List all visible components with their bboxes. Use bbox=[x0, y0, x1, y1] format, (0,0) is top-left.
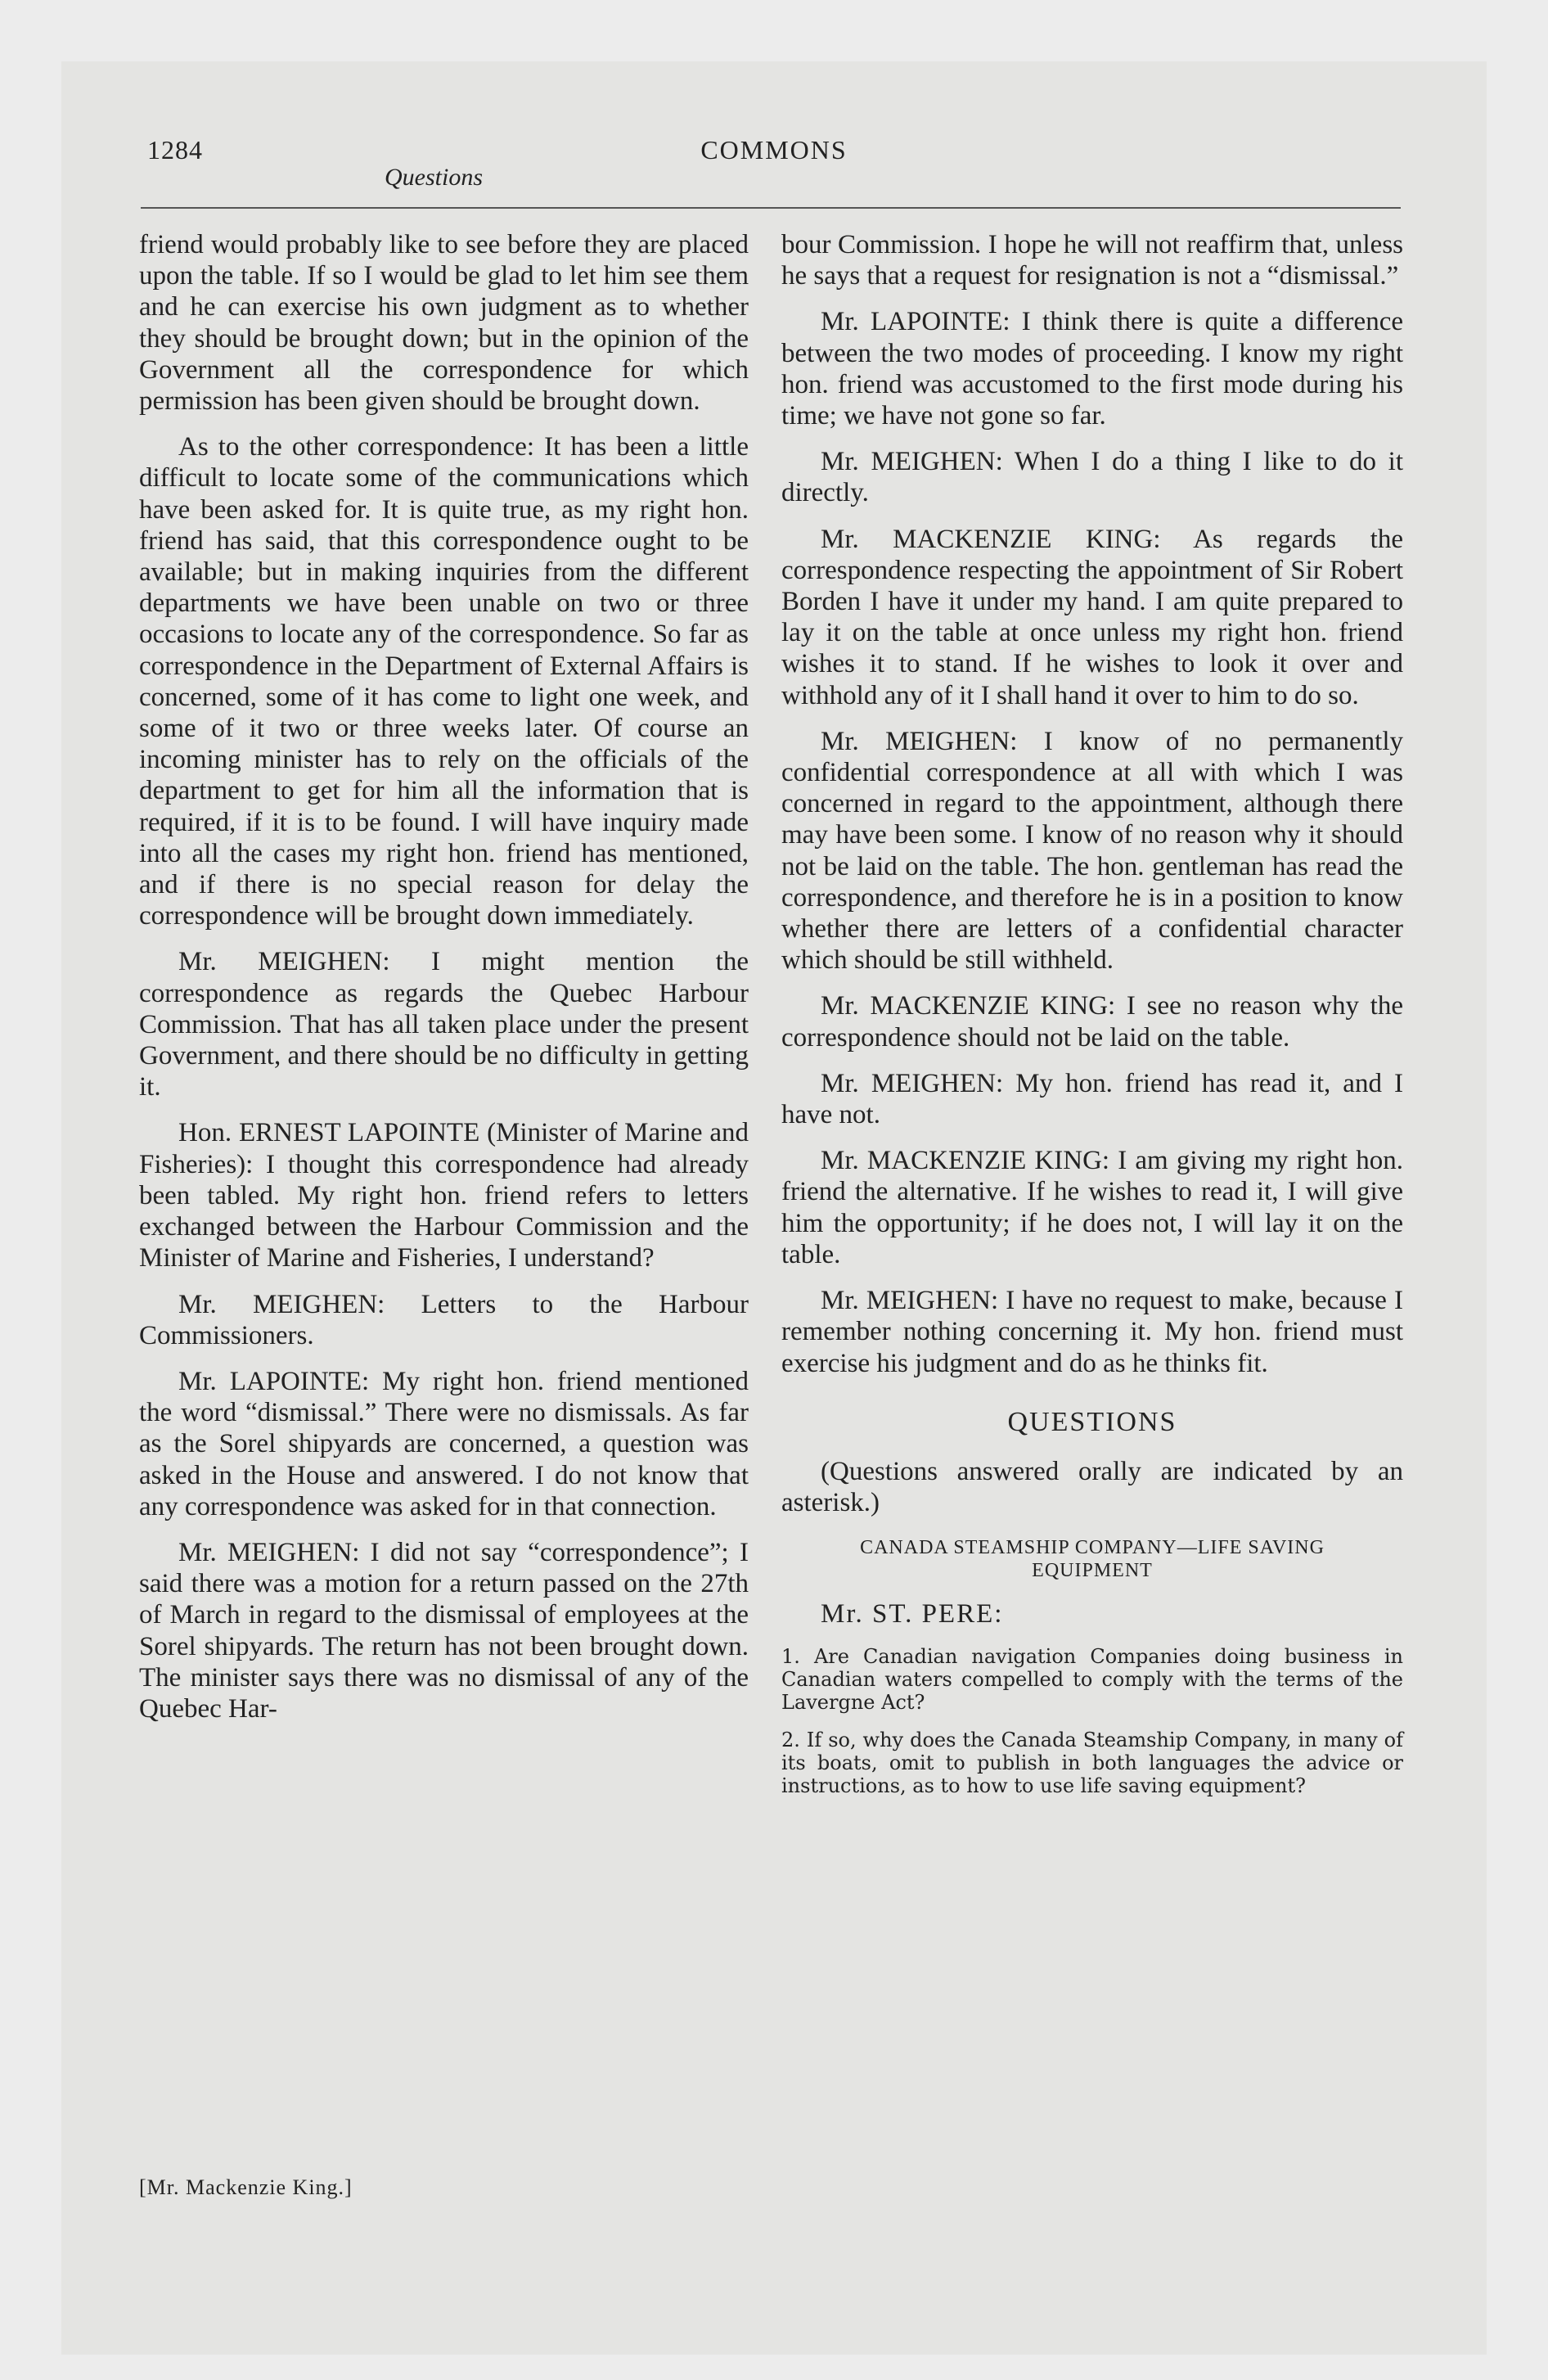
paragraph: Mr. MACKENZIE KING: I am giving my right hon. friend the alternative. If he wishes to read it, I will give him the opportunity; if he does not, I will lay it on the table. bbox=[781, 1146, 1403, 1269]
paragraph: Mr. LAPOINTE: I think there is quite a difference between the two modes of proceeding. I know my right hon. friend was accustomed to the first mode during his time; we have not gone so far. bbox=[781, 307, 1403, 431]
paragraph: Mr. LAPOINTE: My right hon. friend mentioned the word “dismissal.” There were no dismissals. As far as the Sorel shipyards are concerned, a question was asked in the House and answered. I do not know that any correspondence was asked for in that connection. bbox=[139, 1366, 749, 1521]
paragraph: Mr. MEIGHEN: Letters to the Harbour Commissioners. bbox=[139, 1289, 749, 1350]
paragraph: Mr. MEIGHEN: I know of no permanently confidential correspondence at all with which I was concerned in regard to the appointment, although there may have been some. I know of no reason why it should not be laid on the table. The hon. gentleman has read the correspondence, and therefore he is in a position to know whether there are letters of a confidential character which should be still withheld. bbox=[781, 726, 1403, 976]
left-column bbox=[139, 229, 749, 1739]
paragraph: Mr. MEIGHEN: I have no request to make, because I remember nothing concerning it. My hon. friend must exercise his judgment and do as he thinks fit. bbox=[781, 1286, 1403, 1378]
paragraph: Mr. MEIGHEN: My hon. friend has read it, and I have not. bbox=[781, 1068, 1403, 1130]
running-head: COMMONS bbox=[700, 135, 848, 165]
question-item: 2. If so, why does the Canada Steamship Company, in many of its boats, omit to publish in both languages the advice or instructions, as to how to use life saving equipment? bbox=[781, 1728, 1403, 1797]
paragraph: Mr. MEIGHEN: I did not say “correspondence”; I said there was a motion for a return passed on the 27th of March in regard to the dismissal of employees at the Sorel shipyards. The return has not been brought down. The minister says there was no dismissal of any of the Quebec Har- bbox=[139, 1537, 749, 1724]
paragraph: Mr. MACKENZIE KING: As regards the correspondence respecting the appointment of Sir Robert Borden I have it under my hand. I am quite prepared to lay it on the table at once unless my right hon. friend wishes it to stand. If he wishes to look it over and withhold any of it I shall hand it over to him to do so. bbox=[781, 524, 1403, 710]
paragraph: bour Commission. I hope he will not reaffirm that, unless he says that a request for resignation is not a “dismissal.” bbox=[781, 230, 1403, 291]
header-rule bbox=[141, 207, 1401, 209]
question-item: 1. Are Canadian navigation Companies doing business in Canadian waters compelled to comply with the terms of the Lavergne Act? bbox=[781, 1644, 1403, 1714]
paragraph: Hon. ERNEST LAPOINTE (Minister of Marine and Fisheries): I thought this correspondence had already been tabled. My right hon. friend refers to letters exchanged between the Harbour Commission and the Minister of Marine and Fisheries, I understand? bbox=[139, 1118, 749, 1273]
paragraph: Mr. MEIGHEN: I might mention the correspondence as regards the Quebec Harbour Commission. That has all taken place under the present Government, and there should be no difficulty in getting it. bbox=[139, 947, 749, 1102]
question-subheading: CANADA STEAMSHIP COMPANY—LIFE SAVING EQUIPMENT bbox=[860, 1537, 1325, 1582]
footer-speaker-note: [Mr. Mackenzie King.] bbox=[139, 2175, 353, 2199]
page-number: 1284 bbox=[147, 135, 203, 165]
paragraph: Mr. MACKENZIE KING: I see no reason why the correspondence should not be laid on the table. bbox=[781, 991, 1403, 1053]
paragraph: As to the other correspondence: It has been a little difficult to locate some of the communications which have been asked for. It is quite true, as my right hon. friend has said, that this correspondence ought to be available; but in making inquiries from the different departments we have been unable on two or three occasions to locate any of the correspondence. So far as correspondence in the Department of External Affairs is concerned, some of it has come to light one week, and some of it two or three weeks later. Of course an incoming minister has to rely on the officials of the department to get for him all the information that is required, if it is to be found. I will have inquiry made into all the cases my right hon. friend has mentioned, and if there is no special reason for delay the correspondence will be brought down immediately. bbox=[139, 432, 749, 931]
question-speaker: Mr. ST. PERE: bbox=[821, 1599, 1004, 1629]
questions-note: (Questions answered orally are indicated by an asterisk.) bbox=[781, 1456, 1403, 1518]
paragraph: friend would probably like to see before they are placed upon the table. If so I would be glad to let him see them and he can exercise his own judgment as to whether they should be brought down; but in the opinion of the Government all the correspondence for which permission has been given should be brought down. bbox=[139, 230, 749, 417]
section-label: Questions bbox=[385, 164, 483, 191]
right-column bbox=[781, 229, 1403, 1812]
questions-heading: QUESTIONS bbox=[1007, 1406, 1177, 1437]
paragraph: Mr. MEIGHEN: When I do a thing I like to do it directly. bbox=[781, 447, 1403, 508]
